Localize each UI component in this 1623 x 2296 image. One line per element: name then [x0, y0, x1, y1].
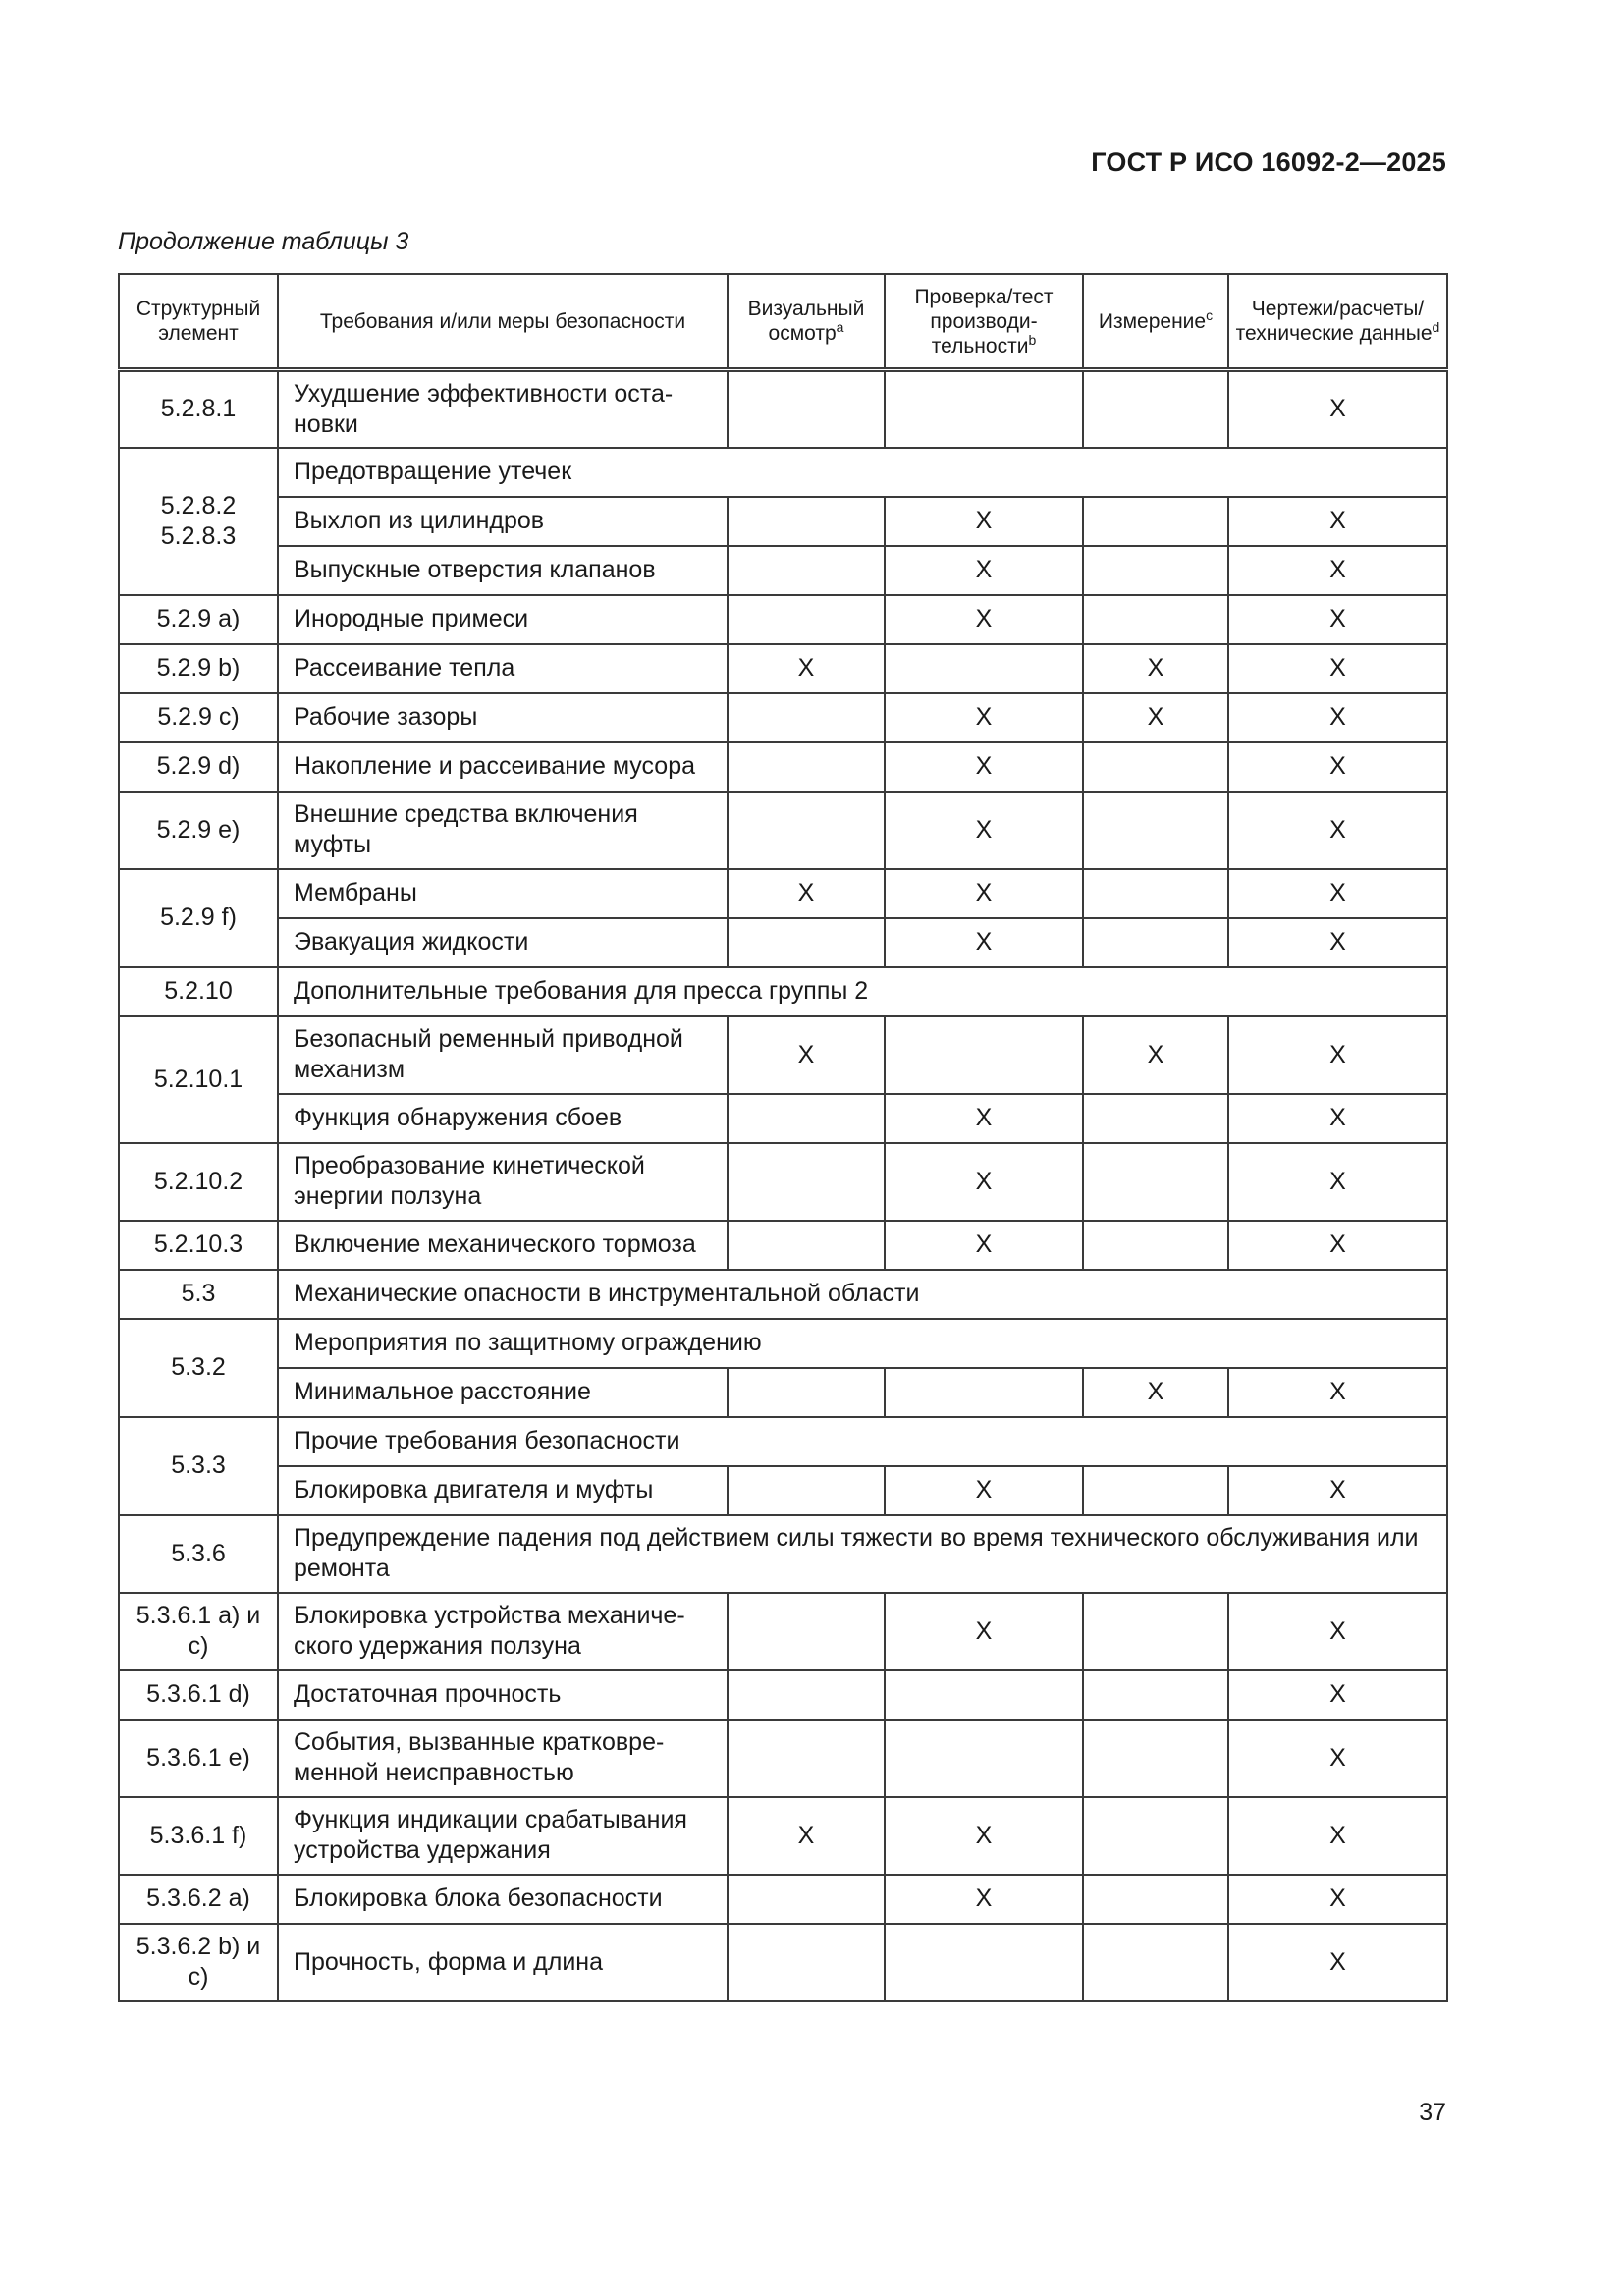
structural-element-cell: 5.3.3: [119, 1417, 278, 1515]
requirement-cell: Достаточная прочность: [278, 1670, 728, 1720]
performance-test-cell: X: [885, 742, 1083, 792]
performance-test-cell: [885, 1720, 1083, 1797]
performance-test-cell: X: [885, 792, 1083, 869]
performance-test-cell: X: [885, 546, 1083, 595]
drawings-cell: X: [1228, 1593, 1447, 1670]
measurement-cell: [1083, 792, 1228, 869]
performance-test-cell: X: [885, 1466, 1083, 1515]
table-row: [119, 497, 1447, 546]
visual-inspection-cell: [728, 742, 885, 792]
requirement-cell: Инородные примеси: [278, 595, 728, 644]
structural-element-cell: 5.3.6.1 f): [119, 1797, 278, 1875]
visual-inspection-cell: [728, 497, 885, 546]
requirement-cell: Выхлоп из цилиндров: [278, 497, 728, 546]
visual-inspection-cell: X: [728, 1797, 885, 1875]
measurement-cell: X: [1083, 644, 1228, 693]
performance-test-cell: X: [885, 693, 1083, 742]
visual-inspection-cell: [728, 693, 885, 742]
measurement-cell: [1083, 370, 1228, 448]
performance-test-cell: X: [885, 595, 1083, 644]
visual-inspection-cell: [728, 546, 885, 595]
table-row: [119, 1417, 1447, 1466]
requirement-cell: Блокировка двигателя и муфты: [278, 1466, 728, 1515]
table-header-row: [119, 274, 1447, 370]
drawings-cell: X: [1228, 497, 1447, 546]
visual-inspection-cell: [728, 1593, 885, 1670]
structural-element-cell: 5.2.9 c): [119, 693, 278, 742]
drawings-cell: X: [1228, 869, 1447, 918]
table-row: [119, 370, 1447, 448]
table-row: [119, 1143, 1447, 1221]
structural-element-cell: 5.3.2: [119, 1319, 278, 1417]
performance-test-cell: [885, 644, 1083, 693]
table-row: [119, 1368, 1447, 1417]
structural-element-cell: 5.3.6.1 d): [119, 1670, 278, 1720]
drawings-cell: X: [1228, 1670, 1447, 1720]
table-row: [119, 1094, 1447, 1143]
requirements-table: [118, 273, 1448, 2002]
visual-inspection-cell: X: [728, 1016, 885, 1094]
table-row: [119, 869, 1447, 918]
structural-element-cell: 5.2.9 b): [119, 644, 278, 693]
table-row: [119, 1221, 1447, 1270]
table-row: [119, 693, 1447, 742]
requirement-cell: Эвакуация жидкости: [278, 918, 728, 967]
page-number: 37: [1419, 2099, 1446, 2126]
requirement-cell: Функция обнаружения сбоев: [278, 1094, 728, 1143]
performance-test-cell: X: [885, 918, 1083, 967]
measurement-cell: [1083, 546, 1228, 595]
visual-inspection-cell: [728, 1924, 885, 2001]
table-row: [119, 918, 1447, 967]
table-row: [119, 1016, 1447, 1094]
drawings-cell: X: [1228, 1720, 1447, 1797]
requirement-cell: Предотвращение утечек: [278, 448, 1447, 497]
structural-element-cell: 5.2.10.2: [119, 1143, 278, 1221]
table-row: [119, 1515, 1447, 1593]
structural-element-cell: 5.2.8.2 5.2.8.3: [119, 448, 278, 595]
structural-element-cell: 5.3.6.1 e): [119, 1720, 278, 1797]
requirement-cell: Безопасный ременный приводной механизм: [278, 1016, 728, 1094]
table-row: [119, 448, 1447, 497]
table-row: [119, 595, 1447, 644]
measurement-cell: X: [1083, 693, 1228, 742]
measurement-cell: [1083, 1670, 1228, 1720]
measurement-cell: [1083, 1875, 1228, 1924]
table-row: [119, 1670, 1447, 1720]
drawings-cell: X: [1228, 546, 1447, 595]
measurement-cell: [1083, 869, 1228, 918]
drawings-cell: X: [1228, 1924, 1447, 2001]
measurement-cell: [1083, 1094, 1228, 1143]
visual-inspection-cell: [728, 1221, 885, 1270]
drawings-cell: X: [1228, 742, 1447, 792]
performance-test-cell: X: [885, 1593, 1083, 1670]
performance-test-cell: X: [885, 1221, 1083, 1270]
visual-inspection-cell: [728, 1466, 885, 1515]
performance-test-cell: [885, 370, 1083, 448]
visual-inspection-cell: [728, 918, 885, 967]
measurement-cell: [1083, 1593, 1228, 1670]
document-code: ГОСТ Р ИСО 16092-2—2025: [1091, 147, 1446, 177]
structural-element-cell: 5.3.6.2 a): [119, 1875, 278, 1924]
structural-element-cell: 5.2.10.1: [119, 1016, 278, 1143]
visual-inspection-cell: [728, 1368, 885, 1417]
drawings-cell: X: [1228, 693, 1447, 742]
table-row: [119, 644, 1447, 693]
drawings-cell: X: [1228, 1466, 1447, 1515]
drawings-cell: X: [1228, 1797, 1447, 1875]
requirement-cell: События, вызванные кратковре-менной неисправностью: [278, 1720, 728, 1797]
structural-element-cell: 5.2.8.1: [119, 370, 278, 448]
drawings-cell: X: [1228, 1094, 1447, 1143]
measurement-cell: [1083, 1221, 1228, 1270]
table-row: [119, 1720, 1447, 1797]
performance-test-cell: [885, 1016, 1083, 1094]
performance-test-cell: [885, 1368, 1083, 1417]
performance-test-cell: X: [885, 1143, 1083, 1221]
measurement-cell: [1083, 1924, 1228, 2001]
visual-inspection-cell: [728, 1670, 885, 1720]
requirement-cell: Блокировка блока безопасности: [278, 1875, 728, 1924]
drawings-cell: X: [1228, 792, 1447, 869]
table-row: [119, 1593, 1447, 1670]
structural-element-cell: 5.2.10: [119, 967, 278, 1016]
structural-element-cell: 5.2.9 f): [119, 869, 278, 967]
performance-test-cell: X: [885, 869, 1083, 918]
requirement-cell: Ухудшение эффективности оста-новки: [278, 370, 728, 448]
requirement-cell: Выпускные отверстия клапанов: [278, 546, 728, 595]
measurement-cell: [1083, 1466, 1228, 1515]
visual-inspection-cell: [728, 1720, 885, 1797]
drawings-cell: X: [1228, 1016, 1447, 1094]
col-header-drawings: Чертежи/расчеты/ технические данные$^d$: [1228, 274, 1447, 370]
requirement-cell: Блокировка устройства механиче-ского удержания ползуна: [278, 1593, 728, 1670]
requirement-cell: Дополнительные требования для пресса группы 2: [278, 967, 1447, 1016]
measurement-cell: [1083, 595, 1228, 644]
requirement-cell: Включение механического тормоза: [278, 1221, 728, 1270]
requirement-cell: Предупреждение падения под действием силы тяжести во время технического обслуживания или ремонта: [278, 1515, 1447, 1593]
visual-inspection-cell: [728, 1143, 885, 1221]
structural-element-cell: 5.3.6.1 a) и c): [119, 1593, 278, 1670]
structural-element-cell: 5.2.9 a): [119, 595, 278, 644]
visual-inspection-cell: [728, 1875, 885, 1924]
measurement-cell: [1083, 497, 1228, 546]
requirement-cell: Механические опасности в инструментальной области: [278, 1270, 1447, 1319]
drawings-cell: X: [1228, 370, 1447, 448]
drawings-cell: X: [1228, 644, 1447, 693]
structural-element-cell: 5.3: [119, 1270, 278, 1319]
col-header-element: Структурный элемент: [119, 274, 278, 370]
visual-inspection-cell: [728, 1094, 885, 1143]
requirement-cell: Мероприятия по защитному ограждению: [278, 1319, 1447, 1368]
requirement-cell: Прочие требования безопасности: [278, 1417, 1447, 1466]
measurement-cell: [1083, 1720, 1228, 1797]
structural-element-cell: 5.2.10.3: [119, 1221, 278, 1270]
drawings-cell: X: [1228, 918, 1447, 967]
performance-test-cell: [885, 1670, 1083, 1720]
structural-element-cell: 5.2.9 d): [119, 742, 278, 792]
requirement-cell: Внешние средства включения муфты: [278, 792, 728, 869]
performance-test-cell: X: [885, 497, 1083, 546]
performance-test-cell: [885, 1924, 1083, 2001]
drawings-cell: X: [1228, 1368, 1447, 1417]
table-row: [119, 792, 1447, 869]
structural-element-cell: 5.2.9 e): [119, 792, 278, 869]
table-row: [119, 1924, 1447, 2001]
table-row: [119, 1797, 1447, 1875]
requirement-cell: Накопление и рассеивание мусора: [278, 742, 728, 792]
col-header-visual: Визуальный осмотр$^a$: [728, 274, 885, 370]
table-row: [119, 1270, 1447, 1319]
requirement-cell: Функция индикации срабатывания устройства удержания: [278, 1797, 728, 1875]
measurement-cell: [1083, 1143, 1228, 1221]
table-row: [119, 1319, 1447, 1368]
measurement-cell: [1083, 742, 1228, 792]
requirement-cell: Рабочие зазоры: [278, 693, 728, 742]
requirement-cell: Рассеивание тепла: [278, 644, 728, 693]
performance-test-cell: X: [885, 1797, 1083, 1875]
col-header-measurement: Измерение$^c$: [1083, 274, 1228, 370]
visual-inspection-cell: X: [728, 644, 885, 693]
measurement-cell: X: [1083, 1016, 1228, 1094]
measurement-cell: [1083, 1797, 1228, 1875]
col-header-performance: Проверка/тест производи- тельности$^b$: [885, 274, 1083, 370]
structural-element-cell: 5.3.6.2 b) и c): [119, 1924, 278, 2001]
measurement-cell: X: [1083, 1368, 1228, 1417]
requirement-cell: Минимальное расстояние: [278, 1368, 728, 1417]
measurement-cell: [1083, 918, 1228, 967]
performance-test-cell: X: [885, 1875, 1083, 1924]
performance-test-cell: X: [885, 1094, 1083, 1143]
table-row: [119, 1875, 1447, 1924]
drawings-cell: X: [1228, 1143, 1447, 1221]
table-row: [119, 546, 1447, 595]
drawings-cell: X: [1228, 1875, 1447, 1924]
visual-inspection-cell: X: [728, 869, 885, 918]
visual-inspection-cell: [728, 370, 885, 448]
drawings-cell: X: [1228, 1221, 1447, 1270]
col-header-requirements: Требования и/или меры безопасности: [278, 274, 728, 370]
table-row: [119, 967, 1447, 1016]
visual-inspection-cell: [728, 595, 885, 644]
structural-element-cell: 5.3.6: [119, 1515, 278, 1593]
requirement-cell: Прочность, форма и длина: [278, 1924, 728, 2001]
visual-inspection-cell: [728, 792, 885, 869]
table-caption: Продолжение таблицы 3: [118, 228, 409, 255]
table-row: [119, 1466, 1447, 1515]
table-row: [119, 742, 1447, 792]
requirement-cell: Мембраны: [278, 869, 728, 918]
drawings-cell: X: [1228, 595, 1447, 644]
requirement-cell: Преобразование кинетической энергии ползуна: [278, 1143, 728, 1221]
